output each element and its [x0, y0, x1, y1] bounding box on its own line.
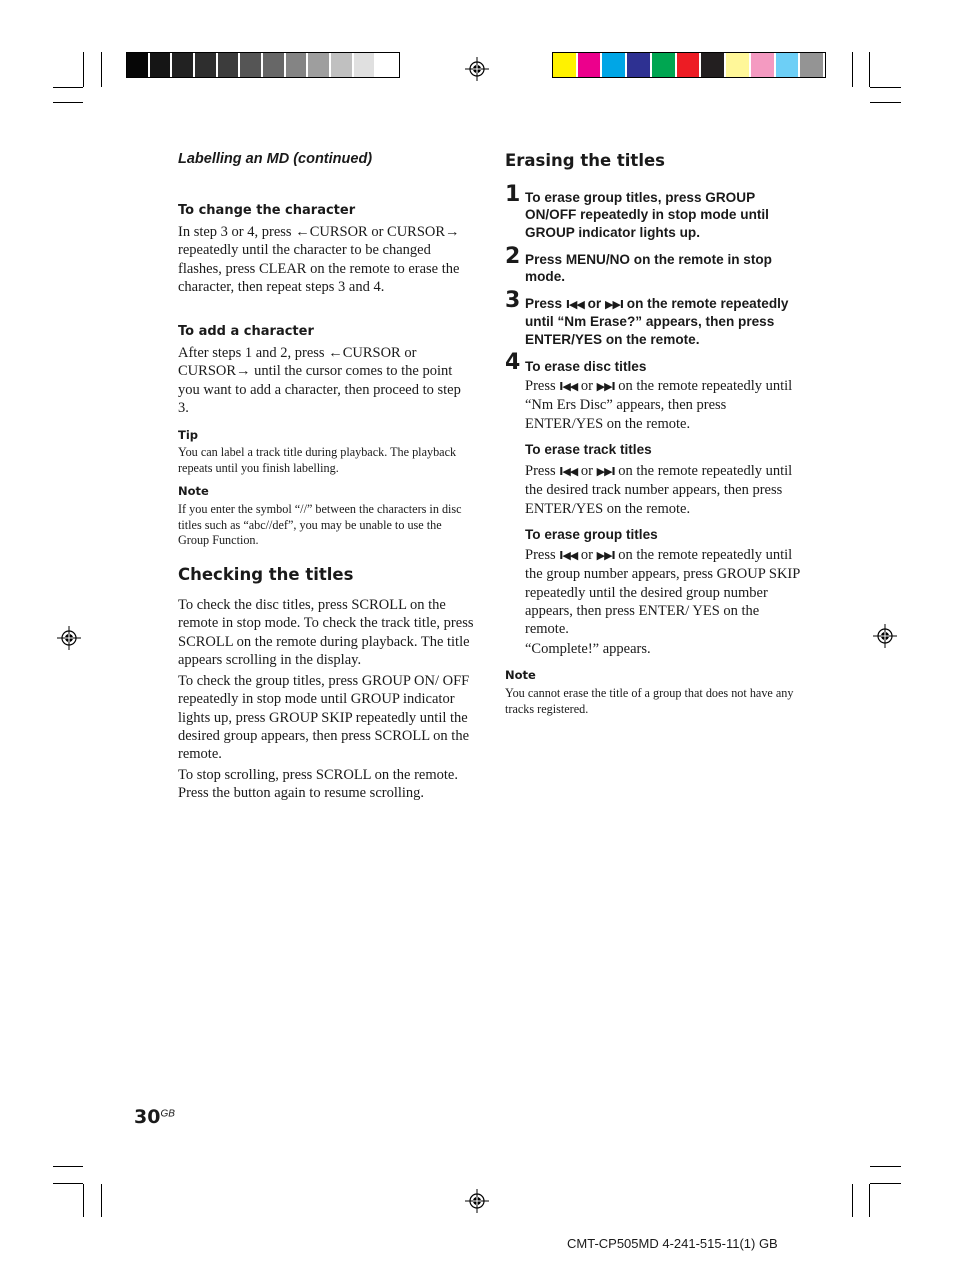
- gray-swatch: [354, 53, 375, 77]
- grayscale-calibration-bar: [126, 52, 400, 78]
- step-text-part: on the remote repeatedly until “Nm Erase?” appears, then press ENTER/YES on the remote.: [525, 296, 789, 347]
- crop-mark: [870, 87, 901, 88]
- step-number: 1: [505, 182, 521, 207]
- crop-mark: [852, 1184, 853, 1217]
- crop-mark: [53, 102, 83, 103]
- previous-track-icon: I◀◀: [559, 549, 578, 562]
- gray-swatch: [218, 53, 239, 77]
- tip-text: You can label a track title during playback. The playback repeats until you finish labelling.: [178, 445, 457, 475]
- color-swatch: [553, 53, 576, 77]
- color-swatch: [602, 53, 625, 77]
- color-swatch: [652, 53, 675, 77]
- gray-swatch: [240, 53, 261, 77]
- crop-mark: [870, 1166, 901, 1167]
- color-swatch: [627, 53, 650, 77]
- note-heading: Note: [505, 668, 536, 682]
- paragraph: To check the group titles, press GROUP ON/ OFF repeatedly in stop mode until GROUP indicator lights up, press GROUP SKIP repeatedly until the desired group appears, then press SCROLL on the remote.: [178, 673, 470, 763]
- crop-mark: [870, 102, 901, 103]
- registration-mark-icon: [465, 57, 489, 81]
- group-titles-text: [525, 546, 800, 638]
- registration-mark-icon: [465, 1189, 489, 1213]
- previous-track-icon: I◀◀: [559, 465, 578, 478]
- step-text-part: Press: [525, 296, 563, 311]
- page-number-suffix: GB: [160, 1108, 175, 1120]
- text-part: or: [580, 463, 593, 479]
- step-number: 3: [505, 288, 521, 313]
- color-swatch: [776, 53, 799, 77]
- crop-mark: [53, 1183, 83, 1184]
- track-titles-text: [525, 462, 805, 518]
- gray-swatch: [286, 53, 307, 77]
- text-part: on the remote repeatedly until the group number appears, press GROUP SKIP repeatedly until the desired group number appears, then press ENTER/ YES on the remote.: [525, 547, 800, 638]
- tip-heading: Tip: [178, 428, 199, 442]
- crop-mark: [869, 1184, 870, 1217]
- step-number: 2: [505, 244, 521, 269]
- change-character-heading: To change the character: [178, 203, 356, 218]
- crop-mark: [101, 52, 102, 87]
- step-text: Press MENU/NO on the remote in stop mode.: [525, 252, 772, 285]
- crop-mark: [869, 52, 870, 87]
- crop-mark: [83, 52, 84, 87]
- text-part: on the remote repeatedly until “Nm Ers Disc” appears, then press ENTER/YES on the remote.: [525, 378, 793, 432]
- step: [505, 184, 805, 244]
- registration-mark-icon: [873, 624, 897, 648]
- color-swatch: [800, 53, 823, 77]
- color-swatch: [726, 53, 749, 77]
- section-heading: Checking the titles: [178, 565, 354, 584]
- track-titles-heading: To erase track titles: [525, 442, 652, 457]
- note-heading: Note: [178, 484, 209, 498]
- color-swatch: [751, 53, 774, 77]
- gray-swatch: [150, 53, 171, 77]
- step-text-part: or: [587, 296, 602, 311]
- previous-track-icon: I◀◀: [559, 380, 578, 393]
- previous-track-icon: I◀◀: [565, 298, 584, 311]
- step-text: [525, 295, 810, 348]
- group-titles-heading: To erase group titles: [525, 527, 658, 542]
- crop-mark: [101, 1184, 102, 1217]
- next-track-icon: ▶▶I: [596, 380, 615, 393]
- color-swatch: [677, 53, 700, 77]
- paragraph: To stop scrolling, press SCROLL on the remote. Press the button again to resume scrolling.: [178, 767, 458, 802]
- add-character-text: After steps 1 and 2, press ←CURSOR or CURSOR→ until the cursor comes to the point you want to add a character, then proceed to step 3.: [178, 345, 461, 416]
- gray-swatch: [195, 53, 216, 77]
- crop-mark: [83, 1184, 84, 1217]
- page-number-value: 30: [134, 1106, 161, 1128]
- gray-swatch: [127, 53, 148, 77]
- crop-mark: [53, 1166, 83, 1167]
- page-number: [134, 1106, 175, 1128]
- crop-mark: [852, 52, 853, 87]
- text-part: Press: [525, 547, 556, 563]
- text-part: on the remote repeatedly until the desired track number appears, then press ENTER/YES on the remote.: [525, 463, 793, 517]
- note-text: You cannot erase the title of a group that does not have any tracks registered.: [505, 686, 794, 716]
- text-part: Press: [525, 463, 556, 479]
- color-swatch: [578, 53, 601, 77]
- crop-mark: [53, 87, 83, 88]
- paragraph: To check the disc titles, press SCROLL on the remote in stop mode. To check the track title, press SCROLL on the remote during playback. The title appears scrolling in the display.: [178, 597, 474, 668]
- change-character-text: In step 3 or 4, press ←CURSOR or CURSOR→ repeatedly until the character to be changed flashes, press CLEAR on the remote to erase the character, then repeat steps 3 and 4.: [178, 224, 460, 295]
- gray-swatch: [308, 53, 329, 77]
- next-track-icon: ▶▶I: [596, 465, 615, 478]
- next-track-icon: ▶▶I: [596, 549, 615, 562]
- text-part: or: [580, 547, 593, 563]
- color-swatch: [701, 53, 724, 77]
- registration-mark-icon: [57, 626, 81, 650]
- next-track-icon: ▶▶I: [605, 298, 624, 311]
- model-code: CMT-CP505MD 4-241-515-11(1) GB: [567, 1236, 778, 1251]
- step-text: To erase group titles, press GROUP ON/OFF repeatedly in stop mode until GROUP indicator lights up.: [525, 190, 769, 240]
- crop-mark: [870, 1183, 901, 1184]
- step-number: 4: [505, 350, 521, 375]
- add-character-heading: To add a character: [178, 324, 314, 339]
- section-heading: Erasing the titles: [505, 151, 665, 170]
- text-part: Press: [525, 378, 556, 394]
- disc-titles-text: [525, 377, 805, 433]
- text-part: or: [580, 378, 593, 394]
- step: [505, 352, 805, 376]
- color-calibration-bar: [552, 52, 826, 78]
- gray-swatch: [376, 53, 397, 77]
- complete-text: “Complete!” appears.: [525, 641, 651, 657]
- step-text: To erase disc titles: [525, 359, 647, 374]
- step: [505, 290, 805, 350]
- gray-swatch: [331, 53, 352, 77]
- running-title: Labelling an MD (continued): [178, 151, 373, 167]
- note-text: If you enter the symbol “//” between the characters in disc titles such as “abc//def”, you may be unable to use the Group Function.: [178, 502, 462, 547]
- gray-swatch: [172, 53, 193, 77]
- step: [505, 246, 805, 286]
- gray-swatch: [263, 53, 284, 77]
